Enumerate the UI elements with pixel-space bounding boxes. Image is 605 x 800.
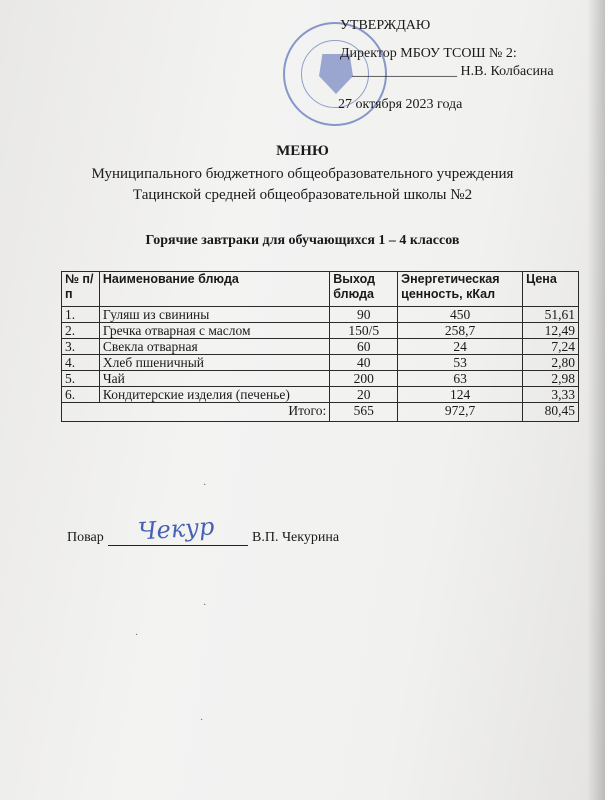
paper-speck: · — [135, 630, 139, 641]
document-title: МЕНЮ — [276, 143, 329, 159]
row-price: 51,61 — [523, 307, 579, 323]
paper-speck: · — [203, 480, 207, 491]
row-energy: 258,7 — [398, 323, 523, 339]
row-dish-name: Хлеб пшеничный — [99, 355, 329, 371]
cook-label: Повар — [67, 530, 104, 545]
row-energy: 53 — [398, 355, 523, 371]
total-label: Итого: — [62, 403, 330, 422]
organization-line-2: Тацинской средней общеобразовательной школы №2 — [132, 187, 473, 203]
total-output: 565 — [330, 403, 398, 422]
table-row — [62, 339, 579, 355]
cook-signature: Чекур — [137, 512, 216, 546]
row-energy: 124 — [398, 387, 523, 403]
row-price: 7,24 — [523, 339, 579, 355]
table-header-row — [62, 272, 579, 307]
cook-name: В.П. Чекурина — [252, 530, 340, 545]
row-output: 20 — [330, 387, 398, 403]
table-row — [62, 323, 579, 339]
row-num: 4. — [62, 355, 100, 371]
row-num: 3. — [62, 339, 100, 355]
row-price: 2,80 — [523, 355, 579, 371]
paper-speck: · — [200, 715, 204, 726]
row-num: 1. — [62, 307, 100, 323]
approval-title: УТВЕРЖДАЮ — [340, 18, 431, 33]
approval-date: 27 октября 2023 года — [338, 97, 463, 112]
header-num: № п/п — [62, 272, 100, 307]
row-output: 150/5 — [330, 323, 398, 339]
row-num: 2. — [62, 323, 100, 339]
row-dish-name: Свекла отварная — [99, 339, 329, 355]
header-output: Выход блюда — [330, 272, 398, 307]
row-dish-name: Гречка отварная с маслом — [99, 323, 329, 339]
approval-position: Директор МБОУ ТСОШ № 2: — [340, 46, 517, 61]
total-energy: 972,7 — [398, 403, 523, 422]
row-output: 200 — [330, 371, 398, 387]
row-output: 90 — [330, 307, 398, 323]
total-price: 80,45 — [523, 403, 579, 422]
row-num: 6. — [62, 387, 100, 403]
table-row — [62, 387, 579, 403]
header-price: Цена — [523, 272, 579, 307]
row-price: 12,49 — [523, 323, 579, 339]
table-row — [62, 355, 579, 371]
row-energy: 24 — [398, 339, 523, 355]
row-output: 40 — [330, 355, 398, 371]
menu-subtitle: Горячие завтраки для обучающихся 1 – 4 классов — [145, 233, 460, 248]
row-price: 2,98 — [523, 371, 579, 387]
table-row — [62, 307, 579, 323]
row-dish-name: Чай — [99, 371, 329, 387]
header-name: Наименование блюда — [99, 272, 329, 307]
row-dish-name: Кондитерские изделия (печенье) — [99, 387, 329, 403]
organization-line-1: Муниципального бюджетного общеобразовательного учреждения — [91, 166, 514, 182]
row-output: 60 — [330, 339, 398, 355]
cook-signature-line — [108, 545, 248, 546]
row-price: 3,33 — [523, 387, 579, 403]
approval-signatory: _______________ Н.В. Колбасина — [352, 64, 554, 79]
paper-speck: · — [203, 600, 207, 611]
table-total-row — [62, 403, 579, 422]
table-row — [62, 371, 579, 387]
row-energy: 450 — [398, 307, 523, 323]
page-edge-shadow — [587, 0, 605, 800]
row-dish-name: Гуляш из свинины — [99, 307, 329, 323]
menu-table — [61, 271, 579, 422]
row-energy: 63 — [398, 371, 523, 387]
row-num: 5. — [62, 371, 100, 387]
header-energy: Энергетическая ценность, кКал — [398, 272, 523, 307]
